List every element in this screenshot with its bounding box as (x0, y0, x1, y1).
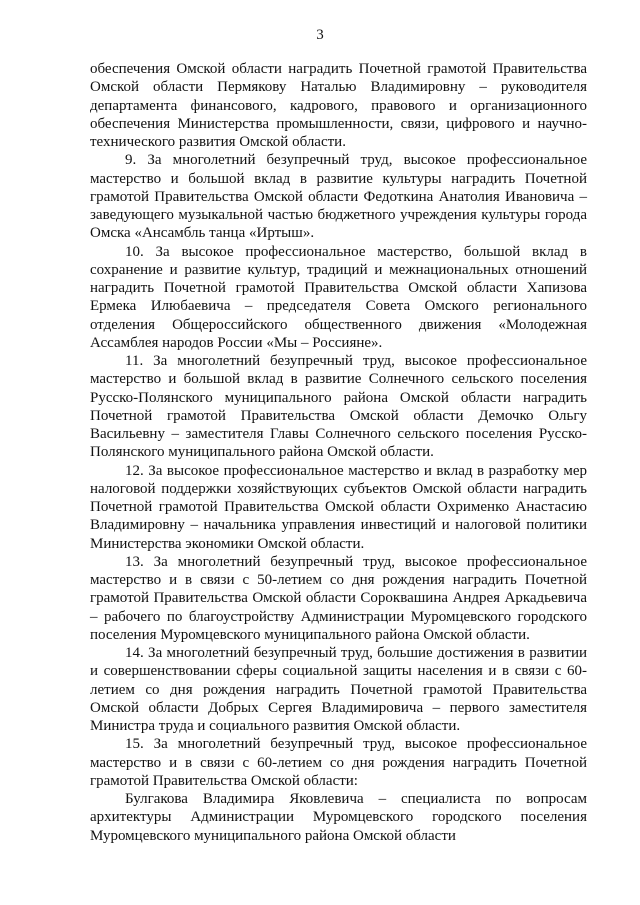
paragraph-continuation: обеспечения Омской области наградить Почетной грамотой Правительства Омской области Пермякову Наталью Владимировну – руководителя департамента финансового, кадрового, правового и организационного обеспечения Министерства промышленности, связи, цифрового и научно-технического развития Омской области. (90, 61, 587, 150)
paragraph-item-14: 14. За многолетний безупречный труд, большие достижения в развитии и совершенствовании сферы социальной защиты населения и в связи с 60-летием со дня рождения наградить Почетной грамотой Правительства Омской области Добрых Сергея Владимировича – первого заместителя Министра труда и социального развития Омской области. (90, 645, 587, 734)
paragraph-item-15-awardee: Булгакова Владимира Яковлевича – специалиста по вопросам архитектуры Администрации Муромцевского городского поселения Муромцевского муниципального района Омской области (90, 791, 587, 844)
paragraph-item-10: 10. За высокое профессиональное мастерство, большой вклад в сохранение и развитие культур, традиций и межнациональных отношений наградить Почетной грамотой Правительства Омской области Хапизова Ермека Илюбаевича – председателя Совета Омского регионального отделения Общероссийского общественного движения «Молодежная Ассамблея народов России «Мы – Россияне». (90, 243, 587, 351)
paragraph-item-13: 13. За многолетний безупречный труд, высокое профессиональное мастерство и в связи с 50-летием со дня рождения наградить Почетной грамотой Правительства Омской области Сороквашина Андрея Аркадьевича – рабочего по благоустройству Администрации Муромцевского городского поселения Муромцевского муниципального района Омской области. (90, 553, 587, 643)
paragraph-item-15: 15. За многолетний безупречный труд, высокое профессиональное мастерство и в связи с 60-летием со дня рождения наградить Почетной грамотой Правительства Омской области: (90, 736, 587, 789)
paragraph-item-11: 11. За многолетний безупречный труд, высокое профессиональное мастерство и большой вклад в развитие Солнечного сельского поселения Русско-Полянского муниципального района Омской области наградить Почетной грамотой Правительства Омской области Демочко Ольгу Васильевну – заместителя Главы Солнечного сельского поселения Русско-Полянского муниципального района Омской области. (90, 353, 587, 461)
paragraph-item-12: 12. За высокое профессиональное мастерство и вклад в разработку мер налоговой поддержки хозяйствующих субъектов Омской области наградить Почетной грамотой Правительства Омской области Охрименко Анастасию Владимировну – начальника управления инвестиций и налоговой политики Министерства экономики Омской области. (90, 462, 587, 552)
page-number: 3 (316, 27, 324, 43)
paragraph-item-9: 9. За многолетний безупречный труд, высокое профессиональное мастерство и большой вклад в развитие культуры наградить Почетной грамотой Правительства Омской области Федоткина Анатолия Ивановича – заведующего музыкальной частью бюджетного учреждения культуры города Омска «Ансамбль танца «Иртыш». (90, 152, 587, 242)
document-body (90, 60, 587, 845)
